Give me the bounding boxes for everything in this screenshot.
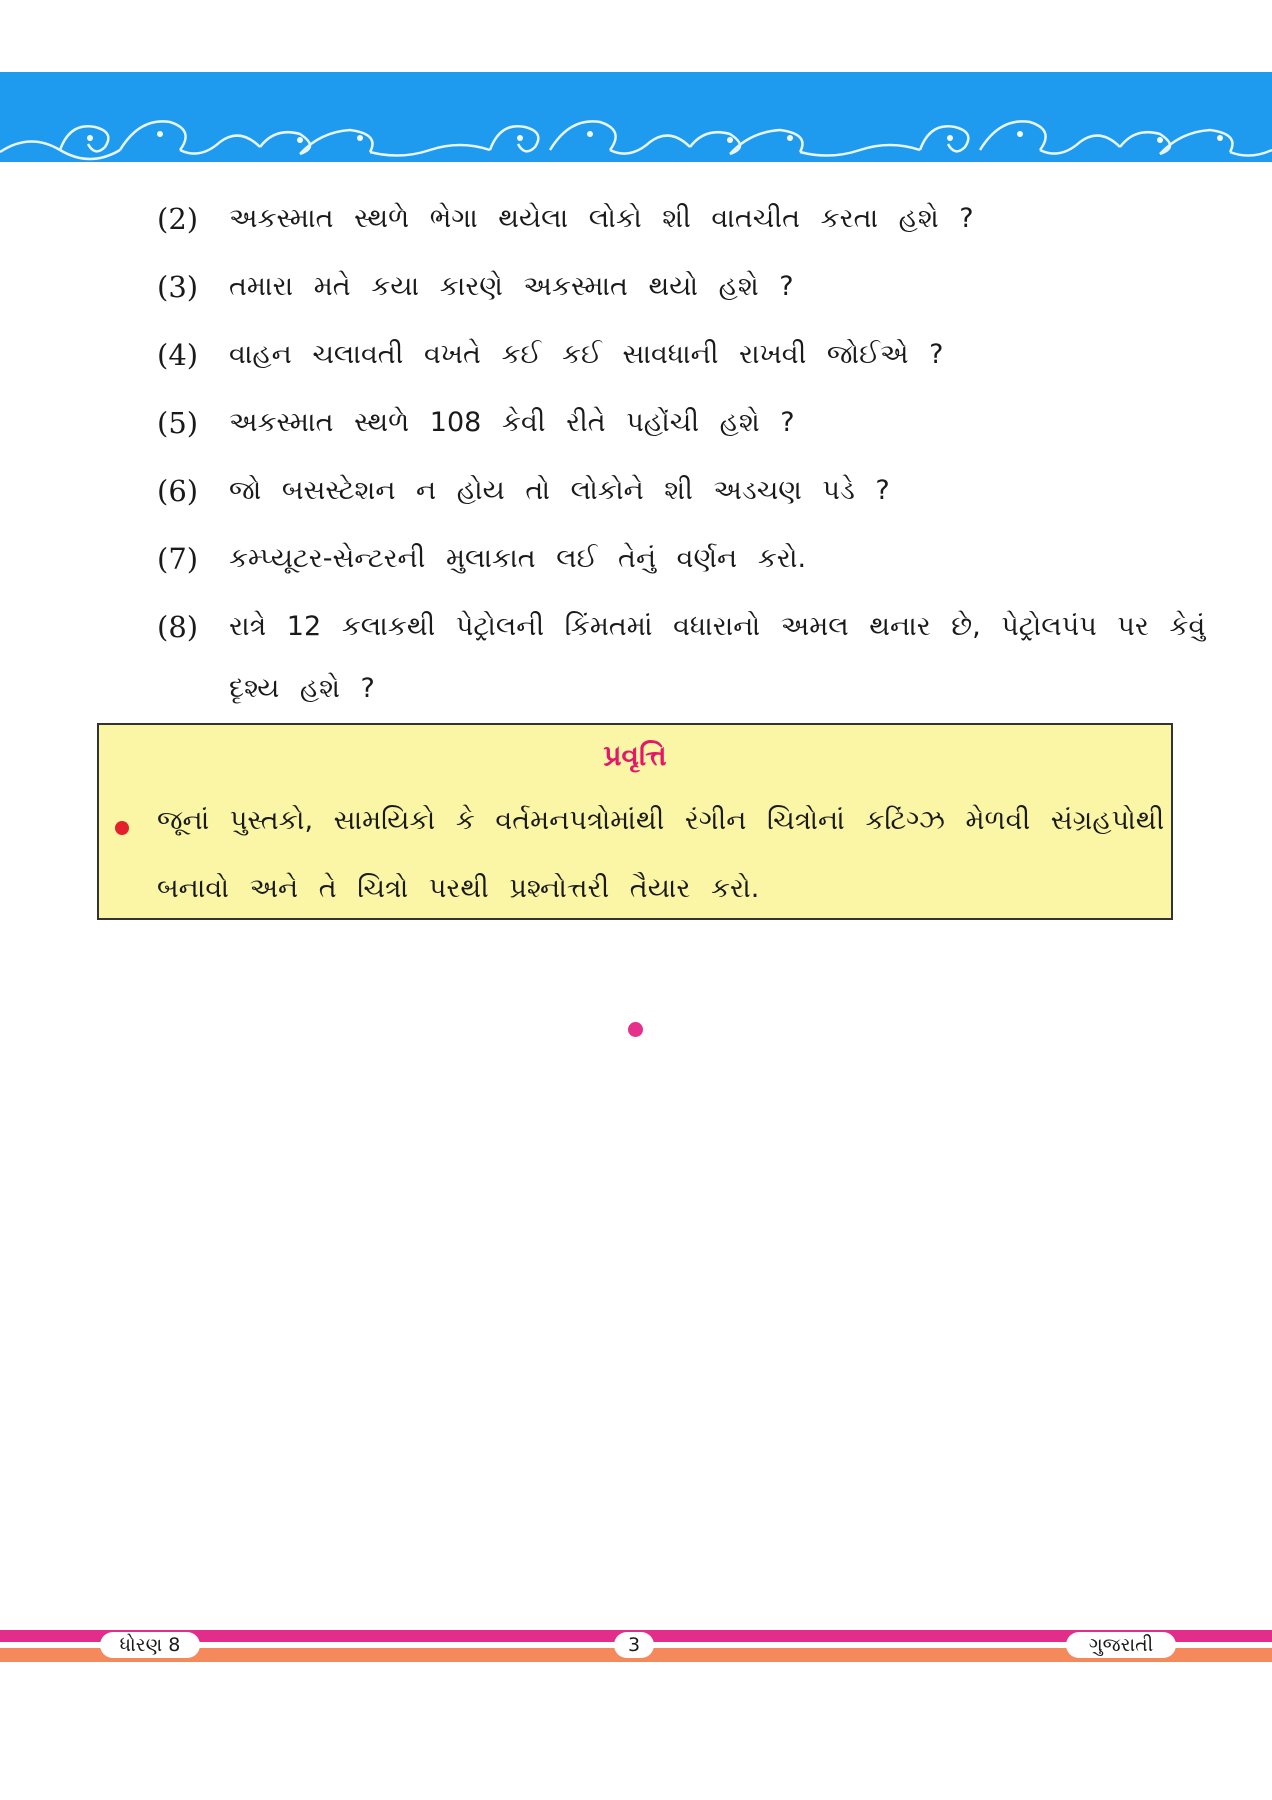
question-number: (8) (157, 610, 199, 644)
question-item (157, 406, 795, 440)
activity-title: પ્રવૃત્તિ (603, 739, 667, 772)
question-text: જો બસસ્ટેશન ન હોય તો લોકોને શી અડચણ પડે ? (229, 475, 890, 506)
activity-text-line: બનાવો અને તે ચિત્રો પરથી પ્રશ્નોત્તરી તૈયાર કરો. (157, 873, 760, 904)
footer-subject-label: ગુજરાતી (1066, 1632, 1176, 1658)
question-number: (2) (157, 202, 199, 236)
question-item (157, 338, 943, 372)
question-text: વાહન ચલાવતી વખતે કઈ કઈ સાવધાની રાખવી જોઈએ ? (229, 339, 944, 370)
activity-box (97, 723, 1173, 920)
activity-text-line: જૂનાં પુસ્તકો, સામયિકો કે વર્તમનપત્રોમાંથી રંગીન ચિત્રોનાં કટિંગ્ઝ મેળવી સંગ્રહપોથી (157, 805, 1165, 836)
question-item (157, 202, 974, 236)
question-number: (4) (157, 338, 199, 372)
question-number: (5) (157, 406, 199, 440)
question-text-continued: દૃશ્ય હશે ? (229, 673, 375, 704)
page-number: 3 (614, 1632, 654, 1658)
question-item (157, 270, 794, 304)
question-text: કમ્પ્યૂટર-સેન્ટરની મુલાકાત લઈ તેનું વર્ણન કરો. (229, 543, 807, 574)
header-decorative-band (0, 72, 1272, 162)
question-item (157, 474, 890, 508)
header-swirl-pattern (0, 72, 1272, 162)
question-item (157, 610, 1206, 704)
footer-grade-label: ધોરણ 8 (100, 1632, 200, 1658)
page-footer (0, 1630, 1272, 1670)
question-text: અકસ્માત સ્થળે 108 કેવી રીતે પહોંચી હશે ? (229, 407, 795, 438)
question-text: અકસ્માત સ્થળે ભેગા થયેલા લોકો શી વાતચીત કરતા હશે ? (229, 203, 974, 234)
section-end-dot-icon (628, 1022, 643, 1037)
question-text: તમારા મતે કયા કારણે અકસ્માત થયો હશે ? (229, 271, 794, 302)
bullet-icon (115, 821, 129, 835)
question-item (157, 542, 806, 576)
question-number: (6) (157, 474, 199, 508)
question-number: (7) (157, 542, 199, 576)
question-number: (3) (157, 270, 199, 304)
question-text: રાત્રે 12 કલાકથી પેટ્રોલની કિંમતમાં વધારાનો અમલ થનાર છે, પેટ્રોલપંપ પર કેવું (229, 611, 1206, 642)
